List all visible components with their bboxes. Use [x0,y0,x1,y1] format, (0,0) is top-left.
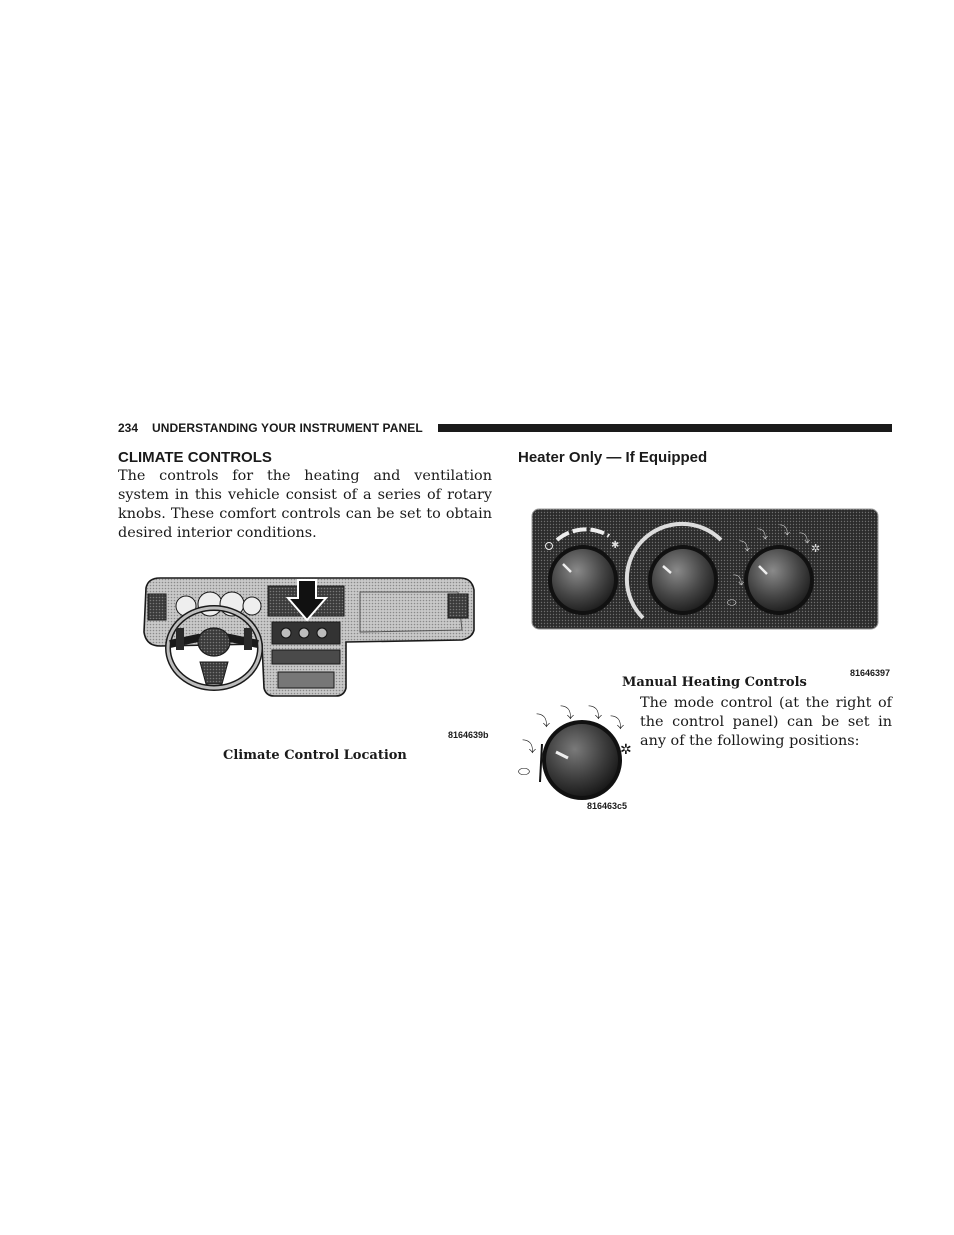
svg-text:⤵: ⤵ [733,574,744,587]
svg-text:⤵: ⤵ [560,706,574,722]
svg-text:⤵: ⤵ [536,714,550,730]
svg-text:⤵: ⤵ [757,528,768,541]
heater-only-heading: Heater Only — If Equipped [518,449,708,466]
svg-text:⤵: ⤵ [739,540,750,553]
svg-text:✲: ✲ [811,542,821,555]
svg-text:⤵: ⤵ [610,716,624,732]
climate-controls-body: The controls for the heating and ventilation system in this vehicle consist of a series of rotary knobs. These comfort controls can be set to obtain desired interior conditions. [118,468,492,541]
heater-control-panel [531,508,879,630]
dashboard-figure-code: 8164639b [448,730,489,740]
heater-panel-figure-caption: Manual Heating Controls [622,675,807,690]
svg-text:⤵: ⤵ [799,532,810,545]
dashboard-illustration [140,572,476,700]
mode-knob-figure-code: 816463c5 [587,801,628,811]
svg-text:⬭: ⬭ [727,596,737,609]
svg-text:✲: ✲ [620,742,632,758]
page-number: 234 [118,421,139,435]
dashboard-figure-caption: Climate Control Location [223,748,407,763]
svg-text:⤵: ⤵ [588,706,602,722]
header-rule [438,424,892,432]
mode-knob-illustration [516,704,634,802]
climate-controls-heading: CLIMATE CONTROLS [118,449,272,466]
svg-text:⤵: ⤵ [779,524,790,537]
heater-panel-figure-code: 81646397 [850,668,891,678]
svg-text:⬭: ⬭ [518,764,530,780]
section-title: UNDERSTANDING YOUR INSTRUMENT PANEL [152,421,423,435]
svg-text:✱: ✱ [611,540,620,551]
svg-text:⤵: ⤵ [522,740,536,756]
running-header [118,420,892,436]
mode-control-body: The mode control (at the right of the control panel) can be set in any of the following positions: [640,695,892,749]
